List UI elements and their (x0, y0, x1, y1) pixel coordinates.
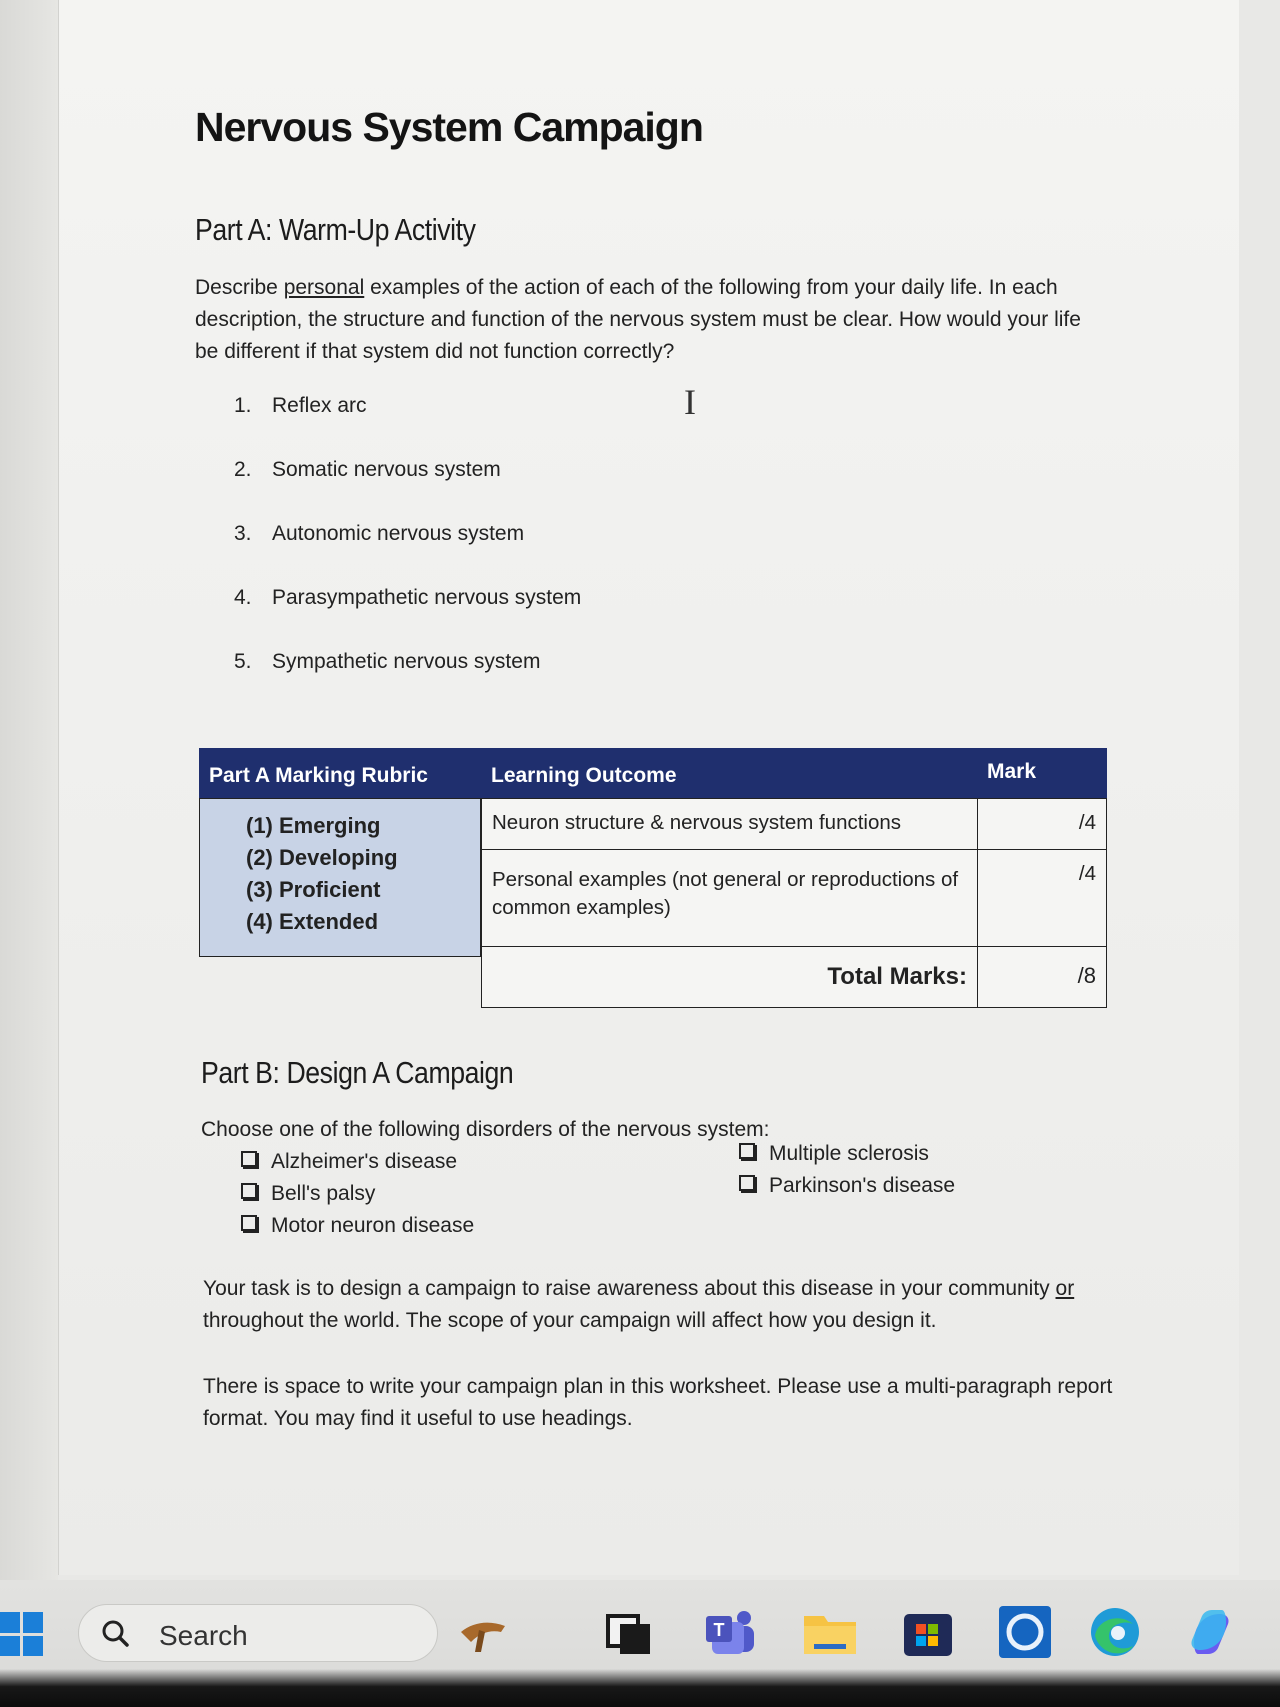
disorder-checkbox[interactable] (739, 1174, 955, 1206)
checkbox-icon[interactable] (241, 1183, 257, 1199)
rubric-total-mark: /8 (977, 946, 1107, 1008)
checkbox-icon[interactable] (739, 1175, 755, 1191)
list-label: Reflex arc (272, 394, 367, 417)
rubric-total-label: Total Marks: (481, 946, 978, 1008)
task-text-start: Your task is to design a campaign to raise awareness about this disease in your community (203, 1277, 1056, 1300)
intro-text-start: Describe (195, 276, 284, 299)
list-item (234, 458, 581, 522)
task-text-end: throughout the world. The scope of your campaign will affect how you design it. (203, 1309, 937, 1332)
svg-text:T: T (713, 1620, 725, 1640)
search-label: Search (159, 1620, 248, 1651)
rubric-level: (1) Emerging (246, 813, 381, 838)
rubric-header-rubric: Part A Marking Rubric (199, 748, 481, 798)
disorder-label: Parkinson's disease (769, 1174, 956, 1197)
disorder-checkbox[interactable] (739, 1142, 929, 1174)
disorder-checkbox[interactable] (241, 1214, 474, 1246)
intro-text-end: examples of the action of each of the following from your daily life. In each description, the structure and function of the nervous system must be clear. How would your life be different if that system did not function correctly? (195, 276, 1081, 363)
disorder-label: Alzheimer's disease (271, 1150, 458, 1173)
list-label: Sympathetic nervous system (272, 650, 541, 673)
rubric-mark: /4 (977, 798, 1107, 850)
disorder-label: Motor neuron disease (271, 1214, 475, 1237)
part-a-intro (195, 272, 1085, 368)
part-a-heading: Part A: Warm-Up Activity (195, 212, 476, 247)
list-number: 4. (234, 586, 252, 609)
rubric-outcome: Personal examples (not general or reproductions of common examples) (481, 849, 978, 947)
list-item (234, 522, 581, 586)
rubric-outcome: Neuron structure & nervous system functions (481, 798, 978, 850)
list-number: 1. (234, 394, 252, 417)
list-item (234, 394, 581, 458)
part-b-space-note: There is space to write your campaign plan in this worksheet. Please use a multi-paragraph report format. You may find it useful to use headings. (203, 1375, 1113, 1430)
disorder-label: Bell's palsy (271, 1182, 376, 1205)
disorder-label: Multiple sclerosis (769, 1142, 929, 1165)
intro-emphasis: personal (283, 276, 365, 299)
rubric-levels (199, 798, 481, 957)
list-item (234, 650, 581, 714)
part-b-instruction: Choose one of the following disorders of the nervous system: (201, 1118, 770, 1141)
taskbar (0, 1580, 1280, 1707)
checkbox-icon[interactable] (241, 1151, 257, 1167)
task-view-icon[interactable] (598, 1602, 658, 1662)
checkbox-icon[interactable] (241, 1215, 257, 1231)
start-icon[interactable] (0, 1612, 44, 1656)
rubric-level: (2) Developing (246, 845, 398, 870)
part-b-task (203, 1273, 1103, 1337)
search-icon (101, 1619, 129, 1647)
list-number: 2. (234, 458, 252, 481)
list-number: 5. (234, 650, 252, 673)
rubric-mark: /4 (977, 849, 1107, 947)
text-cursor-icon: I (684, 382, 696, 422)
rubric-level: (4) Extended (246, 909, 379, 934)
part-a-list (234, 394, 581, 714)
checkbox-icon[interactable] (739, 1143, 755, 1159)
file-explorer-icon[interactable] (800, 1602, 860, 1662)
taskbar-search[interactable] (78, 1604, 438, 1662)
edge-icon[interactable] (1085, 1602, 1145, 1662)
list-label: Parasympathetic nervous system (272, 586, 582, 609)
rubric-header-outcome: Learning Outcome (481, 748, 977, 798)
list-label: Somatic nervous system (272, 458, 501, 481)
teams-icon[interactable] (700, 1602, 760, 1662)
document-page[interactable] (58, 0, 1239, 1575)
disorder-checkbox[interactable] (241, 1150, 457, 1182)
task-emphasis: or (1055, 1277, 1075, 1300)
list-item (234, 586, 581, 650)
page-title: Nervous System Campaign (195, 104, 703, 150)
cortana-icon[interactable] (995, 1602, 1055, 1662)
list-label: Autonomic nervous system (272, 522, 525, 545)
disorder-checkbox[interactable] (241, 1182, 375, 1214)
marking-rubric-table (199, 748, 1107, 1008)
part-b-heading: Part B: Design A Campaign (201, 1055, 514, 1090)
copilot-icon[interactable] (1180, 1602, 1240, 1662)
store-icon[interactable] (898, 1602, 958, 1662)
list-number: 3. (234, 522, 252, 545)
desktop-edge (0, 0, 58, 1580)
rubric-level: (3) Proficient (246, 877, 381, 902)
weather-widget-icon[interactable] (455, 1602, 515, 1662)
rubric-header-mark: Mark (977, 748, 1107, 798)
